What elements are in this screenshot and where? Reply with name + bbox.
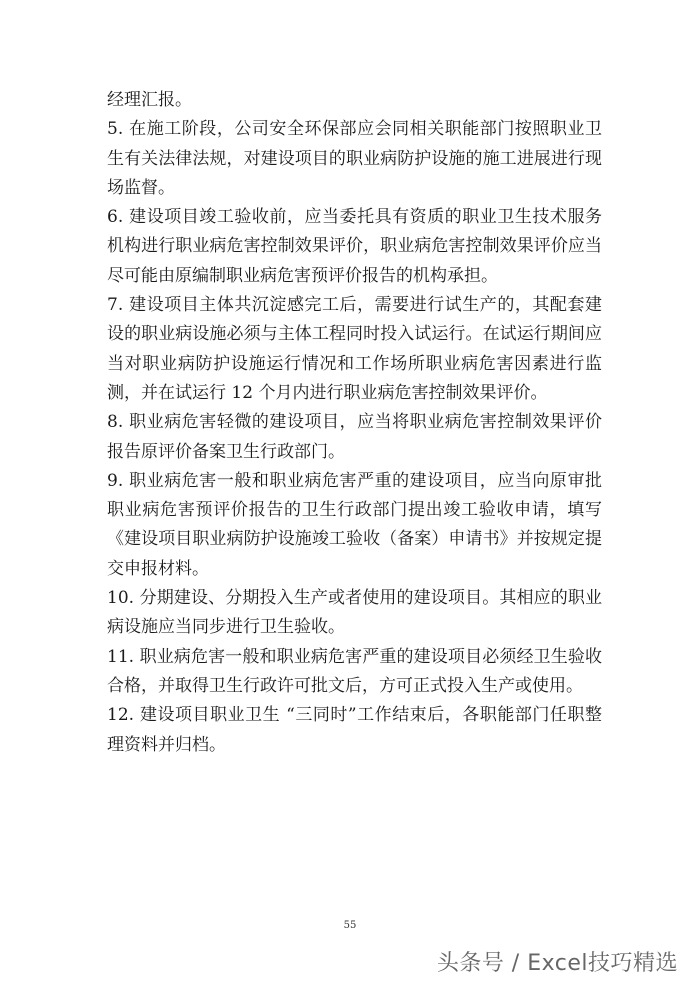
paragraph-item-9: 9. 职业病危害一般和职业病危害严重的建设项目，应当向原审批职业病危害预评价报告的卫生行政部门提出竣工验收申请，填写《建设项目职业病防护设施竣工验收（备案）申请书》并按规定提交申报材料。 [107,470,602,579]
paragraph-item-6: 6. 建设项目竣工验收前，应当委托具有资质的职业卫生技术服务机构进行职业病危害控制效果评价，职业病危害控制效果评价应当尽可能由原编制职业病危害预评价报告的机构承担。 [107,207,602,286]
document-body [107,86,602,760]
page-number: 55 [343,920,357,931]
paragraph-item-10: 10. 分期建设、分期投入生产或者使用的建设项目。其相应的职业病设施应当同步进行卫生验收。 [107,588,602,638]
watermark-text: 头条号 / Excel技巧精选 [436,951,678,976]
paragraph-item-7: 7. 建设项目主体共沉淀感完工后，需要进行试生产的，其配套建设的职业病设施必须与主体工程同时投入试运行。在试运行期间应当对职业病防护设施运行情况和工作场所职业病危害因素进行监测，并在试运行 12 个月内进行职业病危害控制效果评价。 [107,295,602,403]
paragraph-item-11: 11. 职业病危害一般和职业病危害严重的建设项目必须经卫生验收合格，并取得卫生行政许可批文后，方可正式投入生产或使用。 [107,646,602,696]
paragraph-item-12: 12. 建设项目职业卫生 “三同时”工作结束后，各职能部门任职整理资料并归档。 [107,705,602,755]
paragraph-continuation: 经理汇报。 [107,90,192,110]
paragraph-item-8: 8. 职业病危害轻微的建设项目，应当将职业病危害控制效果评价报告原评价备案卫生行政部门。 [107,412,602,462]
paragraph-item-5: 5. 在施工阶段，公司安全环保部应会同相关职能部门按照职业卫生有关法律法规，对建设项目的职业病防护设施的施工进展进行现场监督。 [107,119,602,198]
